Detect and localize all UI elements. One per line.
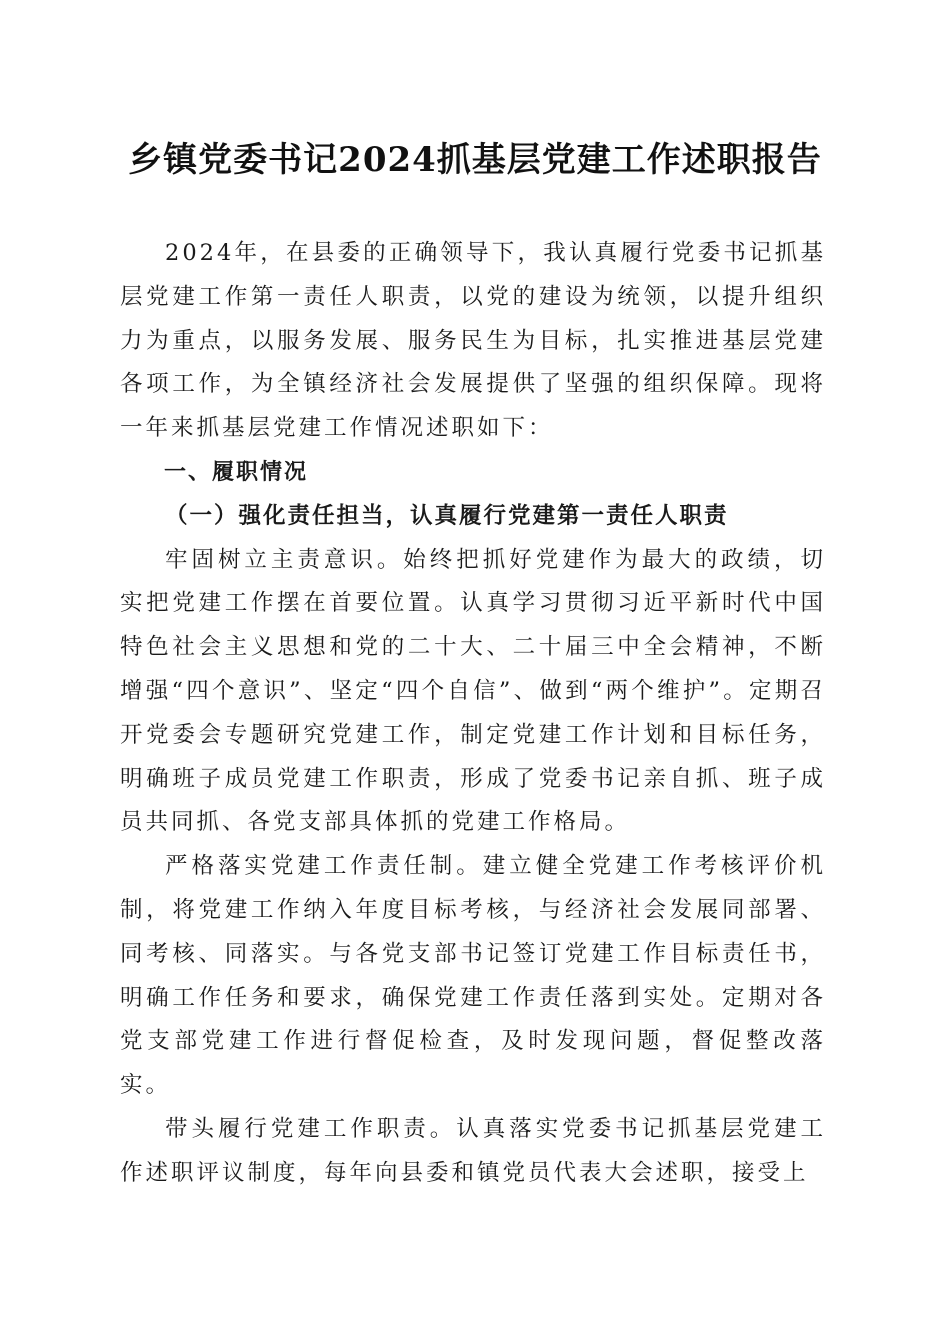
subsection-heading: （一）强化责任担当，认真履行党建第一责任人职责 xyxy=(165,502,729,529)
document-body xyxy=(120,232,826,1196)
document-title: 乡镇党委书记2024抓基层党建工作述职报告 xyxy=(128,140,822,180)
body-paragraph: 牢固树立主责意识。始终把抓好党建作为最大的政绩，切实把党建工作摆在首要位置。认真学习贯彻习近平新时代中国特色社会主义思想和党的二十大、二十届三中全会精神，不断增强“四个意识”、坚定“四个自信”、做到“两个维护”。定期召开党委会专题研究党建工作，制定党建工作计划和目标任务，明确班子成员党建工作职责，形成了党委书记亲自抓、班子成员共同抓、各党支部具体抓的党建工作格局。 xyxy=(120,546,826,836)
section-heading: 一、履职情况 xyxy=(164,459,309,485)
intro-paragraph: 2024年，在县委的正确领导下，我认真履行党委书记抓基层党建工作第一责任人职责，以党的建设为统领，以提升组织力为重点，以服务发展、服务民生为目标，扎实推进基层党建各项工作，为全镇经济社会发展提供了坚强的组织保障。现将一年来抓基层党建工作情况述职如下： xyxy=(120,240,826,442)
body-paragraph: 带头履行党建工作职责。认真落实党委书记抓基层党建工作述职评议制度，每年向县委和镇党员代表大会述职，接受上 xyxy=(120,1115,826,1186)
body-paragraph: 严格落实党建工作责任制。建立健全党建工作考核评价机制，将党建工作纳入年度目标考核，与经济社会发展同部署、同考核、同落实。与各党支部书记签订党建工作目标责任书，明确工作任务和要求，确保党建工作责任落到实处。定期对各党支部党建工作进行督促检查，及时发现问题，督促整改落实。 xyxy=(120,853,826,1099)
